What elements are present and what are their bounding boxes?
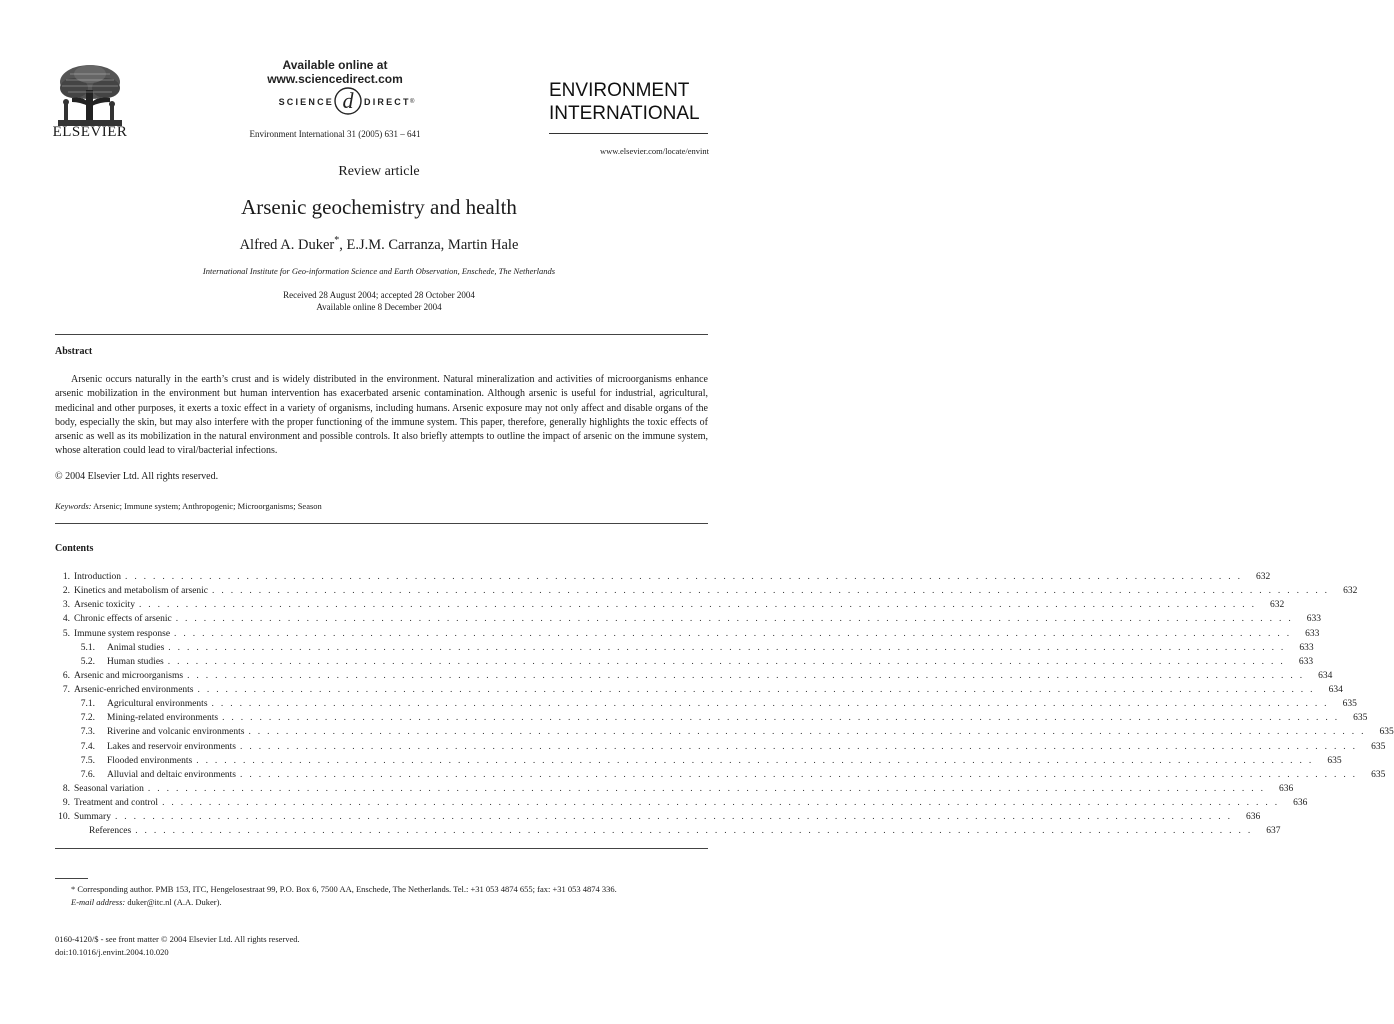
toc-leader-dots: . . . . . . . . . . . . . . . . . . . . . . . . . . . . . . . . . . . . . . . . . . . . . . . . . . . . . . . . . . . . . . . . . . . . . . . . . . . . . . . . . . . . . . . . . . . . . . . . . . . . . . . . . . . . . . . . . . . . . . . .	[175, 614, 1294, 625]
toc-entry-page: 635	[1353, 713, 1368, 724]
journal-url-link[interactable]: www.elsevier.com/locate/envint	[600, 146, 709, 156]
corresponding-author-note: * Corresponding author. PMB 153, ITC, Hengelosestraat 99, P.O. Box 6, 7500 AA, Enschede, The Netherlands. Tel.: +31 053 4874 655; fax: +31 053 4874 336.	[71, 884, 617, 894]
toc-leader-dots: . . . . . . . . . . . . . . . . . . . . . . . . . . . . . . . . . . . . . . . . . . . . . . . . . . . . . . . . . . . . . . . . . . . . . . . . . . . . . . . . . . . . . . . . . . . . . . . . . . . . . . . . . . . . . . . . . . . . . . . .	[187, 670, 1305, 681]
abstract-copyright: © 2004 Elsevier Ltd. All rights reserved.	[55, 471, 219, 482]
toc-entry-page: 633	[1299, 642, 1314, 653]
elsevier-tree-logo	[52, 62, 128, 130]
toc-leader-dots: . . . . . . . . . . . . . . . . . . . . . . . . . . . . . . . . . . . . . . . . . . . . . . . . . . . . . . . . . . . . . . . . . . . . . . . . . . . . . . . . . . . . . . . . . . . . . . . . . . . . . . . . . . . . . . . . . . . . . . . .	[114, 812, 1233, 823]
journal-name	[549, 79, 709, 125]
footnote	[55, 883, 708, 908]
toc-entry-number: 1.	[62, 572, 70, 582]
toc-entry-number: 4.	[62, 614, 70, 625]
toc-entry[interactable]	[55, 796, 1308, 810]
divider-top	[55, 334, 708, 335]
toc-entry-title[interactable]: Lakes and reservoir environments	[107, 741, 236, 752]
doi-line[interactable]: doi:10.1016/j.envint.2004.10.020	[55, 947, 169, 957]
toc-entry[interactable]	[55, 683, 1343, 697]
toc-entry[interactable]	[55, 725, 1394, 739]
toc-entry-number: 7.5.	[80, 755, 95, 766]
contents-heading: Contents	[55, 543, 94, 554]
toc-entry[interactable]	[55, 584, 1358, 598]
available-online-link[interactable]: Available online at www.sciencedirect.com	[267, 58, 403, 86]
toc-entry[interactable]	[55, 570, 1271, 584]
toc-leader-dots: . . . . . . . . . . . . . . . . . . . . . . . . . . . . . . . . . . . . . . . . . . . . . . . . . . . . . . . . . . . . . . . . . . . . . . . . . . . . . . . . . . . . . . . . . . . . . . . . . . . . . . . . . . . . . . . . . . . . . . . .	[240, 741, 1358, 752]
toc-entry-title[interactable]: Arsenic toxicity	[74, 600, 135, 611]
toc-leader-dots: . . . . . . . . . . . . . . . . . . . . . . . . . . . . . . . . . . . . . . . . . . . . . . . . . . . . . . . . . . . . . . . . . . . . . . . . . . . . . . . . . . . . . . . . . . . . . . . . . . . . . . . . . . . . . . . . . . . . . . . .	[135, 826, 1253, 837]
toc-entry-number: 7.	[62, 685, 70, 695]
journal-rule	[549, 133, 708, 134]
toc-entry-page: 635	[1342, 699, 1357, 710]
toc-entry-number: 9.	[62, 798, 70, 808]
toc-entry-title[interactable]: Summary	[74, 812, 111, 823]
toc-entry-number: 5.2.	[80, 656, 95, 667]
toc-entry-page: 635	[1327, 755, 1342, 766]
issn-block	[55, 933, 300, 959]
article-title: Arsenic geochemistry and health	[241, 195, 517, 219]
toc-leader-dots: . . . . . . . . . . . . . . . . . . . . . . . . . . . . . . . . . . . . . . . . . . . . . . . . . . . . . . . . . . . . . . . . . . . . . . . . . . . . . . . . . . . . . . . . . . . . . . . . . . . . . . . . . . . . . . . . . . . . . . . .	[168, 642, 1286, 653]
toc-entry-title[interactable]: Animal studies	[107, 642, 165, 653]
toc-entry-page: 636	[1293, 798, 1308, 808]
corresponding-author-mark[interactable]: *	[334, 235, 340, 246]
toc-entry-title[interactable]: References	[89, 826, 132, 837]
toc-entry-title[interactable]: Alluvial and deltaic environments	[107, 769, 237, 780]
toc-entry-page: 637	[1266, 826, 1281, 837]
toc-leader-dots: . . . . . . . . . . . . . . . . . . . . . . . . . . . . . . . . . . . . . . . . . . . . . . . . . . . . . . . . . . . . . . . . . . . . . . . . . . . . . . . . . . . . . . . . . . . . . . . . . . . . . . . . . . . . . . . . . . . . . . . .	[162, 798, 1280, 808]
toc-entry[interactable]	[55, 598, 1285, 612]
toc-entry-title[interactable]: Chronic effects of arsenic	[74, 614, 172, 625]
available-date: Available online 8 December 2004	[316, 302, 442, 312]
toc-leader-dots: . . . . . . . . . . . . . . . . . . . . . . . . . . . . . . . . . . . . . . . . . . . . . . . . . . . . . . . . . . . . . . . . . . . . . . . . . . . . . . . . . . . . . . . . . . . . . . . . . . . . . . . . . . . . . . . . . . . . . . . .	[212, 586, 1330, 597]
toc-entry[interactable]	[55, 627, 1320, 641]
email-label: E-mail address:	[71, 896, 126, 907]
toc-leader-dots: . . . . . . . . . . . . . . . . . . . . . . . . . . . . . . . . . . . . . . . . . . . . . . . . . . . . . . . . . . . . . . . . . . . . . . . . . . . . . . . . . . . . . . . . . . . . . . . . . . . . . . . . . . . . . . . . . . . . . . . .	[222, 713, 1340, 724]
authors-rest: , E.J.M. Carranza, Martin Hale	[339, 236, 519, 253]
abstract-heading: Abstract	[55, 346, 93, 357]
toc-leader-dots: . . . . . . . . . . . . . . . . . . . . . . . . . . . . . . . . . . . . . . . . . . . . . . . . . . . . . . . . . . . . . . . . . . . . . . . . . . . . . . . . . . . . . . . . . . . . . . . . . . . . . . . . . . . . . . . . . . . . . . . .	[240, 769, 1358, 780]
toc-leader-dots: . . . . . . . . . . . . . . . . . . . . . . . . . . . . . . . . . . . . . . . . . . . . . . . . . . . . . . . . . . . . . . . . . . . . . . . . . . . . . . . . . . . . . . . . . . . . . . . . . . . . . . . . . . . . . . . . . . . . . . . .	[167, 656, 1286, 667]
toc-entry-page: 633	[1298, 656, 1314, 667]
toc-entry-number: 7.3.	[80, 727, 95, 738]
journal-citation: Environment International 31 (2005) 631 – 641	[249, 129, 421, 139]
toc-entry-title[interactable]: Agricultural environments	[107, 699, 208, 710]
toc-entry-number: 6.	[62, 670, 70, 681]
issn-line: 0160-4120/$ - see front matter © 2004 Elsevier Ltd. All rights reserved.	[55, 934, 300, 944]
journal-name-line1: ENVIRONMENT	[549, 80, 690, 101]
toc-entry-number: 7.2.	[80, 713, 95, 724]
affiliation: International Institute for Geo-information Science and Earth Observation, Enschede, The Netherlands	[202, 266, 556, 276]
svg-text:d: d	[342, 88, 354, 113]
toc-entry-page: 635	[1371, 769, 1386, 780]
toc-entry-number: 5.	[62, 628, 70, 639]
toc-entry-title[interactable]: Arsenic and microorganisms	[74, 670, 184, 681]
toc-entry[interactable]	[55, 768, 1386, 782]
toc-entry-page: 635	[1371, 741, 1386, 752]
author-1[interactable]: Alfred A. Duker	[239, 236, 335, 253]
toc-entry-page: 635	[1379, 727, 1394, 738]
toc-leader-dots: . . . . . . . . . . . . . . . . . . . . . . . . . . . . . . . . . . . . . . . . . . . . . . . . . . . . . . . . . . . . . . . . . . . . . . . . . . . . . . . . . . . . . . . . . . . . . . . . . . . . . . . . . . . . . . . . . . . . . . . .	[196, 755, 1314, 766]
toc-entry-number: 7.4.	[80, 741, 95, 752]
svg-text:®: ®	[410, 99, 415, 105]
toc-entry[interactable]	[55, 754, 1342, 768]
toc-entry-page: 636	[1246, 812, 1261, 823]
journal-name-line2: INTERNATIONAL	[549, 103, 700, 124]
author-list	[0, 235, 758, 254]
toc-entry[interactable]	[55, 810, 1261, 824]
table-of-contents	[55, 570, 1394, 838]
toc-entry-title[interactable]: Mining-related environments	[107, 713, 219, 724]
toc-entry-page: 634	[1318, 670, 1333, 681]
keywords-label: Keywords:	[55, 501, 92, 511]
toc-entry-number: 2.	[62, 586, 70, 597]
toc-entry-page: 634	[1328, 685, 1343, 695]
sciencedirect-right-text: DIRECT	[364, 97, 411, 107]
received-date: Received 28 August 2004; accepted 28 October 2004	[283, 290, 475, 300]
toc-entry-title[interactable]: Immune system response	[74, 628, 171, 639]
toc-entry-number: 3.	[62, 600, 70, 611]
email-link[interactable]: duker@itc.nl (A.A. Duker).	[127, 896, 222, 907]
toc-entry-page: 632	[1256, 572, 1271, 582]
toc-entry-title[interactable]: Flooded environments	[107, 755, 193, 766]
toc-entry-number: 10.	[58, 812, 70, 823]
toc-leader-dots: . . . . . . . . . . . . . . . . . . . . . . . . . . . . . . . . . . . . . . . . . . . . . . . . . . . . . . . . . . . . . . . . . . . . . . . . . . . . . . . . . . . . . . . . . . . . . . . . . . . . . . . . . . . . . . . . . . . . . . . .	[197, 685, 1315, 695]
toc-leader-dots: . . . . . . . . . . . . . . . . . . . . . . . . . . . . . . . . . . . . . . . . . . . . . . . . . . . . . . . . . . . . . . . . . . . . . . . . . . . . . . . . . . . . . . . . . . . . . . . . . . . . . . . . . . . . . . . . . . . . . . . .	[138, 600, 1257, 611]
toc-entry[interactable]	[55, 655, 1314, 669]
toc-entry[interactable]	[55, 669, 1333, 683]
publisher-name: ELSEVIER	[52, 124, 128, 140]
toc-entry-title[interactable]: Human studies	[107, 656, 164, 667]
toc-entry-number: 7.6.	[80, 769, 95, 780]
toc-leader-dots: . . . . . . . . . . . . . . . . . . . . . . . . . . . . . . . . . . . . . . . . . . . . . . . . . . . . . . . . . . . . . . . . . . . . . . . . . . . . . . . . . . . . . . . . . . . . . . . . . . . . . . . . . . . . . . . . . . . . . . . .	[211, 699, 1329, 710]
toc-leader-dots: . . . . . . . . . . . . . . . . . . . . . . . . . . . . . . . . . . . . . . . . . . . . . . . . . . . . . . . . . . . . . . . . . . . . . . . . . . . . . . . . . . . . . . . . . . . . . . . . . . . . . . . . . . . . . . . . . . . . . . . .	[174, 628, 1292, 639]
sciencedirect-logo[interactable]	[258, 84, 438, 118]
toc-entry-number	[55, 824, 70, 838]
toc-entry-title[interactable]: Kinetics and metabolism of arsenic	[74, 586, 209, 597]
toc-entry[interactable]	[55, 697, 1357, 711]
toc-entry-title[interactable]: Treatment and control	[74, 798, 159, 808]
toc-entry[interactable]	[55, 612, 1322, 626]
toc-entry-page: 633	[1306, 614, 1322, 625]
footnote-rule	[55, 878, 88, 879]
abstract-body: Arsenic occurs naturally in the earth’s crust and is widely distributed in the environment. Natural mineralization and activities of microorganisms enhance arsenic mobilization in the environment but human intervention has exacerbated arsenic contamination. Although arsenic is useful for industrial, agricultural, medicinal and other purposes, it exerts a toxic effect in a variety of organisms, including humans. Arsenic exposure may not only affect and disable organs of the body, especially the skin, but may also interfere with the proper functioning of the immune system. This paper, therefore, generally highlights the toxic effects of arsenic as well as its mobilization in the natural environment and possible controls. It also briefly attempts to outline the impact of arsenic on the immune system, whose alteration could lead to viral/bacterial infections.	[55, 374, 708, 457]
keywords-list: Arsenic; Immune system; Anthropogenic; Microorganisms; Season	[93, 501, 322, 511]
toc-entry-page: 633	[1305, 628, 1320, 639]
toc-entry-title[interactable]: Introduction	[74, 572, 121, 582]
toc-entry-page: 632	[1270, 600, 1285, 611]
article-dates	[0, 289, 758, 313]
divider-bottom	[55, 848, 708, 849]
keywords	[55, 501, 322, 511]
toc-entry-title[interactable]: Arsenic-enriched environments	[74, 685, 194, 695]
toc-entry-number: 5.1.	[80, 642, 95, 653]
toc-leader-dots: . . . . . . . . . . . . . . . . . . . . . . . . . . . . . . . . . . . . . . . . . . . . . . . . . . . . . . . . . . . . . . . . . . . . . . . . . . . . . . . . . . . . . . . . . . . . . . . . . . . . . . . . . . . . . . . . . . . . . . . .	[124, 572, 1243, 582]
toc-leader-dots: . . . . . . . . . . . . . . . . . . . . . . . . . . . . . . . . . . . . . . . . . . . . . . . . . . . . . . . . . . . . . . . . . . . . . . . . . . . . . . . . . . . . . . . . . . . . . . . . . . . . . . . . . . . . . . . . . . . . . . . .	[248, 727, 1366, 738]
toc-entry-page: 632	[1343, 586, 1358, 597]
sciencedirect-left-text: SCIENCE	[278, 97, 334, 107]
toc-entry[interactable]	[55, 824, 1281, 838]
toc-entry-number: 7.1.	[80, 699, 95, 710]
article-type: Review article	[338, 164, 420, 179]
toc-entry-number: 8.	[62, 783, 70, 794]
toc-entry[interactable]	[55, 782, 1294, 796]
toc-entry[interactable]	[55, 711, 1368, 725]
toc-entry-page: 636	[1279, 783, 1294, 794]
toc-entry-title[interactable]: Seasonal variation	[74, 783, 144, 794]
toc-leader-dots: . . . . . . . . . . . . . . . . . . . . . . . . . . . . . . . . . . . . . . . . . . . . . . . . . . . . . . . . . . . . . . . . . . . . . . . . . . . . . . . . . . . . . . . . . . . . . . . . . . . . . . . . . . . . . . . . . . . . . . . .	[147, 783, 1266, 794]
divider-middle	[55, 523, 708, 524]
toc-entry-title[interactable]: Riverine and volcanic environments	[107, 727, 245, 738]
toc-entry[interactable]	[55, 740, 1386, 754]
toc-entry[interactable]	[55, 641, 1314, 655]
